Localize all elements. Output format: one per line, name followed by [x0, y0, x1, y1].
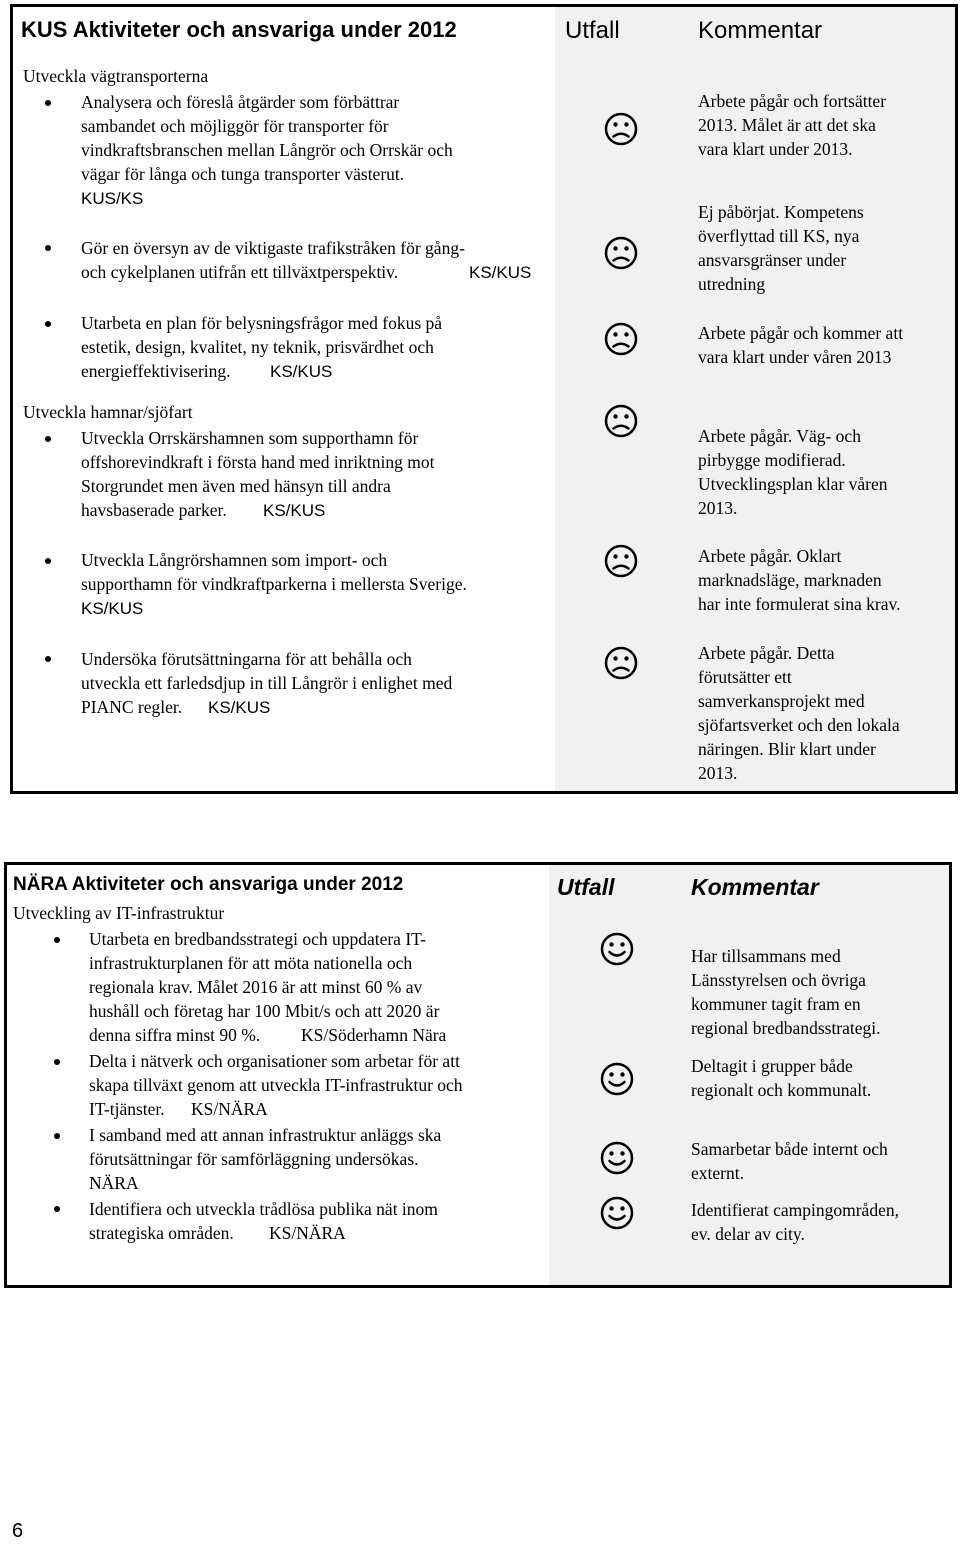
comment-line: ansvarsgränser under	[698, 250, 847, 270]
bullet-icon	[45, 321, 51, 327]
responsible: KS/NÄRA	[269, 1223, 346, 1243]
sad-face-icon	[603, 321, 639, 357]
comment-line: 2013.	[698, 498, 738, 518]
sad-face-icon	[603, 543, 639, 579]
item-line: Undersöka förutsättningarna för att behålla och	[81, 649, 412, 669]
comment-line: Arbete pågår. Väg- och	[698, 426, 861, 446]
item-line: och cykelplanen utifrån ett tillväxtperspektiv.	[81, 262, 399, 282]
kommentar-header: Kommentar	[691, 874, 819, 900]
responsible: KS/NÄRA	[191, 1099, 268, 1119]
item-line: estetik, design, kvalitet, ny teknik, prisvärdhet och	[81, 337, 434, 357]
item-line: Analysera och föreslå åtgärder som förbättrar	[81, 92, 400, 112]
item-line: energieffektivisering.	[81, 361, 231, 381]
item-line: Utveckla Orrskärshamnen som supporthamn för	[81, 428, 419, 448]
utfall-header: Utfall	[565, 17, 620, 44]
nara-table	[4, 862, 952, 1288]
comment-line: Länsstyrelsen och övriga	[691, 970, 866, 990]
item-line: I samband med att annan infrastruktur anläggs ska	[89, 1125, 442, 1145]
comment-line: Ej påbörjat. Kompetens	[698, 202, 864, 222]
comment-line: Arbete pågår. Detta	[698, 643, 835, 663]
comment-line: regional bredbandsstrategi.	[691, 1018, 881, 1038]
item-line: utveckla ett farledsdjup in till Långrör i enlighet med	[81, 673, 453, 693]
sad-face-icon	[603, 645, 639, 681]
item-line: sambandet och möjliggör för transporter för	[81, 116, 389, 136]
item-line: skapa tillväxt genom att utveckla IT-infrastruktur och	[89, 1075, 463, 1095]
item-line: Identifiera och utveckla trådlösa publika nät inom	[89, 1199, 438, 1219]
bullet-icon	[45, 656, 51, 662]
comment-line: ev. delar av city.	[691, 1224, 805, 1244]
comment-line: förutsätter ett	[698, 667, 792, 687]
bullet-icon	[54, 937, 60, 943]
comment-line: Arbete pågår och fortsätter	[698, 91, 887, 111]
item-line: Delta i nätverk och organisationer som arbetar för att	[89, 1051, 460, 1071]
sad-face-icon	[603, 111, 639, 147]
item-line: strategiska områden.	[89, 1223, 234, 1243]
comment-line: Arbete pågår. Oklart	[698, 546, 842, 566]
bullet-icon	[45, 558, 51, 564]
responsible: KS/KUS	[81, 599, 144, 618]
item-line: infrastrukturplanen för att möta nationella och	[89, 953, 413, 973]
item-line: supporthamn för vindkraftparkerna i mellersta Sverige.	[81, 574, 467, 594]
comment-line: näringen. Blir klart under	[698, 739, 876, 759]
comment-line: kommuner tagit fram en	[691, 994, 861, 1014]
item-line: IT-tjänster.	[89, 1099, 165, 1119]
item-line: Utarbeta en plan för belysningsfrågor med fokus på	[81, 313, 443, 333]
table-title: KUS Aktiviteter och ansvariga under 2012	[21, 17, 457, 42]
comment-line: vara klart under våren 2013	[698, 347, 892, 367]
comment-line: externt.	[691, 1163, 744, 1183]
happy-face-icon	[599, 1061, 635, 1097]
comment-line: samverkansprojekt med	[698, 691, 865, 711]
item-line: denna siffra minst 90 %.	[89, 1025, 261, 1045]
bullet-icon	[54, 1133, 60, 1139]
comment-line: vara klart under 2013.	[698, 139, 853, 159]
responsible: NÄRA	[89, 1173, 139, 1193]
bullet-icon	[45, 245, 51, 251]
section-heading: Utveckling av IT-infrastruktur	[13, 903, 225, 923]
sad-face-icon	[603, 403, 639, 439]
comment-line: Utvecklingsplan klar våren	[698, 474, 888, 494]
utfall-header: Utfall	[557, 874, 615, 900]
happy-face-icon	[599, 931, 635, 967]
happy-face-icon	[599, 1195, 635, 1231]
comment-line: Arbete pågår och kommer att	[698, 323, 904, 343]
item-line: hushåll och företag har 100 Mbit/s och att 2020 är	[89, 1001, 440, 1021]
comment-line: 2013. Målet är att det ska	[698, 115, 876, 135]
item-line: vägar för långa och tunga transporter västerut.	[81, 164, 405, 184]
comment-line: 2013.	[698, 763, 738, 783]
responsible: KS/KUS	[270, 362, 333, 381]
comment-line: Deltagit i grupper både	[691, 1056, 853, 1076]
item-line: Utveckla Långrörshamnen som import- och	[81, 550, 388, 570]
section-heading: Utveckla vägtransporterna	[23, 66, 209, 86]
bullet-icon	[54, 1059, 60, 1065]
item-line: regionala krav. Målet 2016 är att minst 60 % av	[89, 977, 423, 997]
item-line: vindkraftsbranschen mellan Långrör och Orrskär och	[81, 140, 453, 160]
responsible: KS/KUS	[208, 698, 271, 717]
item-line: offshorevindkraft i första hand med inriktning mot	[81, 452, 435, 472]
comment-line: marknadsläge, marknaden	[698, 570, 882, 590]
sad-face-icon	[603, 235, 639, 271]
bullet-icon	[45, 436, 51, 442]
item-line: Gör en översyn av de viktigaste trafikstråken för gång-	[81, 238, 465, 258]
bullet-icon	[54, 1206, 60, 1212]
responsible: KUS/KS	[81, 189, 144, 208]
comment-line: Har tillsammans med	[691, 946, 841, 966]
page-number: 6	[12, 1520, 24, 1542]
table-title: NÄRA Aktiviteter och ansvariga under 2012	[13, 874, 404, 895]
responsible: KS/KUS	[469, 263, 532, 282]
kommentar-header: Kommentar	[698, 17, 823, 44]
comment-line: pirbygge modifierad.	[698, 450, 846, 470]
happy-face-icon	[599, 1140, 635, 1176]
comment-line: regionalt och kommunalt.	[691, 1080, 872, 1100]
item-line: havsbaserade parker.	[81, 500, 227, 520]
responsible: KS/KUS	[263, 501, 326, 520]
kus-table	[10, 4, 958, 794]
comment-line: utredning	[698, 274, 766, 294]
item-line: förutsättningar för samförläggning undersökas.	[89, 1149, 419, 1169]
responsible: KS/Söderhamn Nära	[301, 1025, 447, 1045]
item-line: Storgrundet men även med hänsyn till andra	[81, 476, 391, 496]
comment-line: Identifierat campingområden,	[691, 1200, 899, 1220]
comment-line: Samarbetar både internt och	[691, 1139, 888, 1159]
item-line: PIANC regler.	[81, 697, 183, 717]
comment-line: överflyttad till KS, nya	[698, 226, 860, 246]
comment-line: har inte formulerat sina krav.	[698, 594, 901, 614]
bullet-icon	[45, 100, 51, 106]
section-heading: Utveckla hamnar/sjöfart	[23, 402, 193, 422]
item-line: Utarbeta en bredbandsstrategi och uppdatera IT-	[89, 929, 427, 949]
comment-line: sjöfartsverket och den lokala	[698, 715, 900, 735]
